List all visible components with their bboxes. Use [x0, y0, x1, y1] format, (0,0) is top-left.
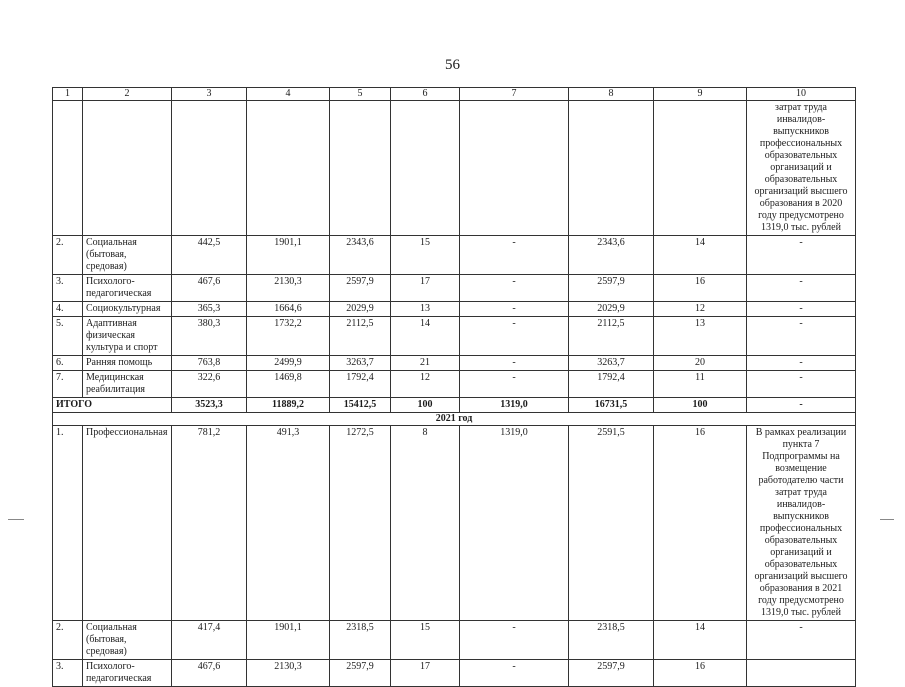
- cell: 2597,9: [330, 275, 391, 302]
- cell: 1272,5: [330, 426, 391, 621]
- cell: -: [747, 275, 856, 302]
- col-header: 3: [172, 88, 247, 101]
- page-number: 56: [445, 57, 460, 73]
- cell: 21: [391, 356, 460, 371]
- row-number: 1.: [53, 426, 83, 621]
- cell: -: [460, 317, 569, 356]
- row-number: 6.: [53, 356, 83, 371]
- cell: 2130,3: [247, 660, 330, 687]
- cell: -: [460, 660, 569, 687]
- row-number: 7.: [53, 371, 83, 398]
- rehab-type: Ранняя помощь: [83, 356, 172, 371]
- rehab-type: Медицинская реабилитация: [83, 371, 172, 398]
- cell: 2597,9: [569, 660, 654, 687]
- year-label: 2021 год: [53, 413, 856, 426]
- table-row: [53, 317, 856, 356]
- col-header: 4: [247, 88, 330, 101]
- row-number: 2.: [53, 621, 83, 660]
- cell: 2343,6: [330, 236, 391, 275]
- cell: 417,4: [172, 621, 247, 660]
- cell: 2343,6: [569, 236, 654, 275]
- cell: -: [747, 356, 856, 371]
- col-header: 8: [569, 88, 654, 101]
- cell: 14: [654, 621, 747, 660]
- cell: 12: [391, 371, 460, 398]
- cell: 16: [654, 426, 747, 621]
- cell: 16731,5: [569, 398, 654, 413]
- cell: 2029,9: [569, 302, 654, 317]
- cell: 491,3: [247, 426, 330, 621]
- cell: 13: [391, 302, 460, 317]
- cell: 781,2: [172, 426, 247, 621]
- table-row: [53, 621, 856, 660]
- cell: 11889,2: [247, 398, 330, 413]
- cell: 1319,0: [460, 398, 569, 413]
- note-cell: затрат труда инвалидов-выпускников профессиональных образовательных организаций и образовательных организаций высшего образования в 2020 году предусмотрено 1319,0 тыс. рублей: [747, 101, 856, 236]
- rehab-type: Психолого-педагогическая: [83, 660, 172, 687]
- cell: 2130,3: [247, 275, 330, 302]
- cell: 2318,5: [330, 621, 391, 660]
- scan-artifact: [8, 519, 24, 520]
- cell: 467,6: [172, 660, 247, 687]
- cell: 16: [654, 275, 747, 302]
- col-header: 2: [83, 88, 172, 101]
- rehab-type: Профессиональная: [83, 426, 172, 621]
- table-row: [53, 356, 856, 371]
- rehab-type: Социальная (бытовая, средовая): [83, 621, 172, 660]
- row-number: 5.: [53, 317, 83, 356]
- note-cell: В рамках реализации пункта 7 Подпрограммы на возмещение работодателю части затрат труда инвалидов-выпускников профессиональных образовательных организаций и образовательных организаций высшего образования в 2021 году предусмотрено 1319,0 тыс. рублей: [747, 426, 856, 621]
- cell: [747, 660, 856, 687]
- table-row: [53, 101, 856, 236]
- cell: -: [747, 621, 856, 660]
- cell: 100: [391, 398, 460, 413]
- row-number: 3.: [53, 660, 83, 687]
- column-number-header: [53, 88, 856, 101]
- table-row: [53, 236, 856, 275]
- col-header: 1: [53, 88, 83, 101]
- cell: 1469,8: [247, 371, 330, 398]
- cell: -: [747, 302, 856, 317]
- cell: 17: [391, 275, 460, 302]
- cell: 2029,9: [330, 302, 391, 317]
- col-header: 7: [460, 88, 569, 101]
- rehab-type: Социальная (бытовая, средовая): [83, 236, 172, 275]
- table-row: [53, 275, 856, 302]
- cell: 15: [391, 621, 460, 660]
- cell: 100: [654, 398, 747, 413]
- cell: 1319,0: [460, 426, 569, 621]
- rehab-type: Психолого-педагогическая: [83, 275, 172, 302]
- cell: 1792,4: [330, 371, 391, 398]
- row-number: 3.: [53, 275, 83, 302]
- table-row: [53, 302, 856, 317]
- cell: 1901,1: [247, 621, 330, 660]
- cell: 467,6: [172, 275, 247, 302]
- cell: -: [460, 621, 569, 660]
- cell: 14: [654, 236, 747, 275]
- cell: 2318,5: [569, 621, 654, 660]
- cell: 3523,3: [172, 398, 247, 413]
- cell: 442,5: [172, 236, 247, 275]
- year-row: [53, 413, 856, 426]
- cell: 20: [654, 356, 747, 371]
- rehab-type: Социокультурная: [83, 302, 172, 317]
- cell: -: [747, 371, 856, 398]
- cell: 1792,4: [569, 371, 654, 398]
- total-row: [53, 398, 856, 413]
- scan-artifact: [880, 519, 894, 520]
- cell: 14: [391, 317, 460, 356]
- col-header: 10: [747, 88, 856, 101]
- total-label: ИТОГО: [53, 398, 172, 413]
- rehab-type: Адаптивная физическая культура и спорт: [83, 317, 172, 356]
- cell: 15412,5: [330, 398, 391, 413]
- row-number: 4.: [53, 302, 83, 317]
- cell: -: [747, 398, 856, 413]
- col-header: 6: [391, 88, 460, 101]
- cell: -: [747, 236, 856, 275]
- cell: 12: [654, 302, 747, 317]
- col-header: 5: [330, 88, 391, 101]
- cell: 2499,9: [247, 356, 330, 371]
- cell: -: [460, 302, 569, 317]
- cell: 13: [654, 317, 747, 356]
- cell: 322,6: [172, 371, 247, 398]
- cell: 3263,7: [569, 356, 654, 371]
- cell: 380,3: [172, 317, 247, 356]
- cell: -: [460, 371, 569, 398]
- cell: -: [747, 317, 856, 356]
- cell: 1901,1: [247, 236, 330, 275]
- cell: -: [460, 236, 569, 275]
- table-row: [53, 660, 856, 687]
- cell: 16: [654, 660, 747, 687]
- cell: 1732,2: [247, 317, 330, 356]
- cell: 17: [391, 660, 460, 687]
- cell: 2591,5: [569, 426, 654, 621]
- cell: -: [460, 356, 569, 371]
- cell: 2112,5: [569, 317, 654, 356]
- cell: 2597,9: [569, 275, 654, 302]
- cell: 15: [391, 236, 460, 275]
- col-header: 9: [654, 88, 747, 101]
- cell: 3263,7: [330, 356, 391, 371]
- cell: 11: [654, 371, 747, 398]
- cell: -: [460, 275, 569, 302]
- cell: 1664,6: [247, 302, 330, 317]
- row-number: 2.: [53, 236, 83, 275]
- cell: 2112,5: [330, 317, 391, 356]
- cell: 763,8: [172, 356, 247, 371]
- cell: 365,3: [172, 302, 247, 317]
- budget-table: [52, 87, 856, 687]
- cell: 2597,9: [330, 660, 391, 687]
- table-row: [53, 371, 856, 398]
- cell: 8: [391, 426, 460, 621]
- table-row: [53, 426, 856, 621]
